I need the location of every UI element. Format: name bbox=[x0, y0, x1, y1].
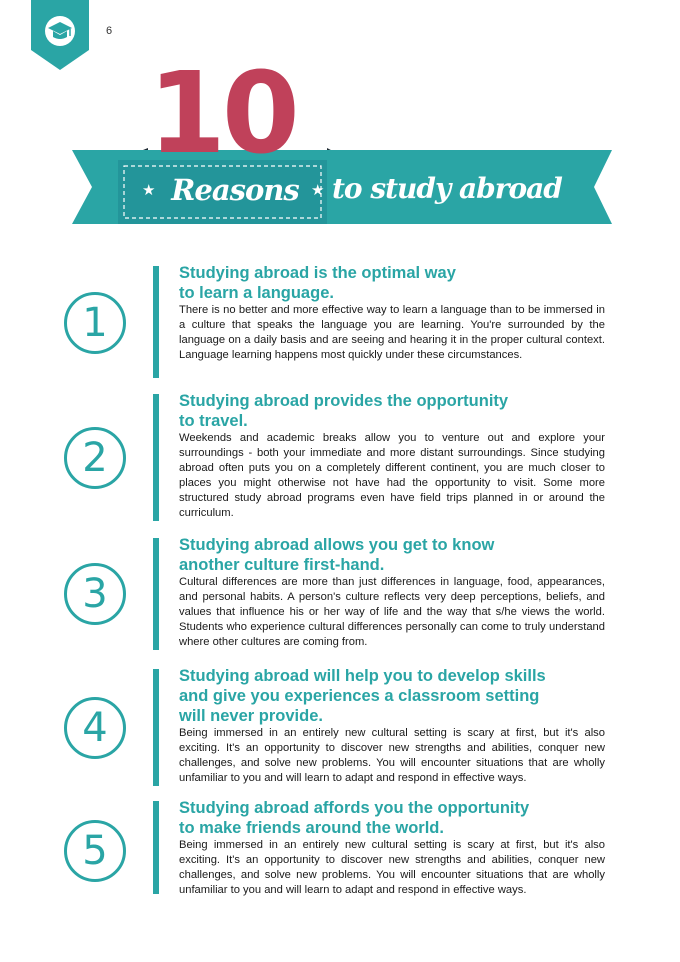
reason-title bbox=[179, 535, 599, 575]
reason-number-circle: 1 bbox=[64, 292, 126, 354]
star-icon: ★ bbox=[142, 182, 156, 199]
reason-number-circle: 2 bbox=[64, 427, 126, 489]
big-number-ten: 10 bbox=[148, 49, 296, 179]
reason-title bbox=[179, 263, 599, 303]
reason-number-circle: 5 bbox=[64, 820, 126, 882]
reason-title-line: Studying abroad is the optimal way bbox=[179, 264, 456, 282]
reason-title-line: will never provide. bbox=[179, 707, 323, 725]
reason-body: Cultural differences are more than just differences in language, food, appearances, and personal habits. A person's culture reflects very deep perceptions, beliefs, and values that influence his or her way of life and the way that s/he views the world. Students who experience cultural differences personally can come to truly understand where other cultures are coming from. bbox=[179, 576, 605, 648]
reason-title-line: to learn a language. bbox=[179, 284, 334, 302]
reason-body: There is no better and more effective way to learn a language than to be immersed in a culture that speaks the language you are learning. You're surrounded by the language on a daily basis and are seeing and hearing it in the proper cultural context. Language learning happens most quickly under these circumstances. bbox=[179, 304, 605, 361]
accent-bar bbox=[153, 538, 159, 650]
star-icon: ★ bbox=[311, 182, 325, 199]
page-number: 6 bbox=[106, 25, 113, 37]
reason-title-line: Studying abroad affords you the opportunity bbox=[179, 799, 530, 817]
reason-body: Weekends and academic breaks allow you to venture out and explore your surroundings - both your immediate and more distant surroundings. Since studying abroad often puts you on a completely different continent, you are much closer to places you might otherwise not have had the opportunity to visit. Some more structured study abroad programs even have field trips planned in or around the curriculum. bbox=[179, 432, 605, 519]
accent-bar bbox=[153, 801, 159, 894]
banner-tagline: to study abroad bbox=[332, 172, 562, 205]
reason-title bbox=[179, 798, 599, 838]
accent-bar bbox=[153, 669, 159, 786]
reason-title bbox=[179, 666, 619, 726]
reasons-word: Reasons bbox=[171, 173, 299, 207]
reason-number-circle: 3 bbox=[64, 563, 126, 625]
accent-bar bbox=[153, 394, 159, 521]
reason-number-circle: 4 bbox=[64, 697, 126, 759]
reason-body: Being immersed in an entirely new cultural setting is scary at first, but it's also exciting. It's an opportunity to discover new strengths and abilities, conquer new challenges, and solve new problems. You will encounter situations that are wholly unfamiliar to you and will learn to adapt and respond in effective ways. bbox=[179, 839, 605, 896]
reason-title-line: Studying abroad provides the opportunity bbox=[179, 392, 509, 410]
title-banner bbox=[0, 49, 680, 240]
reason-title-line: and give you experiences a classroom setting bbox=[179, 687, 540, 705]
reason-title-line: to make friends around the world. bbox=[179, 819, 444, 837]
reason-body: Being immersed in an entirely new cultural setting is scary at first, but it's also exciting. It's an opportunity to discover new strengths and abilities, conquer new challenges, and solve new problems. You will encounter situations that are wholly unfamiliar to you and will learn to adapt and respond in effective ways. bbox=[179, 727, 605, 784]
reason-title-line: to travel. bbox=[179, 412, 248, 430]
reason-title-line: Studying abroad allows you get to know bbox=[179, 536, 495, 554]
reason-title-line: another culture first-hand. bbox=[179, 556, 385, 574]
reason-title-line: Studying abroad will help you to develop skills bbox=[179, 667, 546, 685]
reason-title bbox=[179, 391, 599, 431]
accent-bar bbox=[153, 266, 159, 378]
